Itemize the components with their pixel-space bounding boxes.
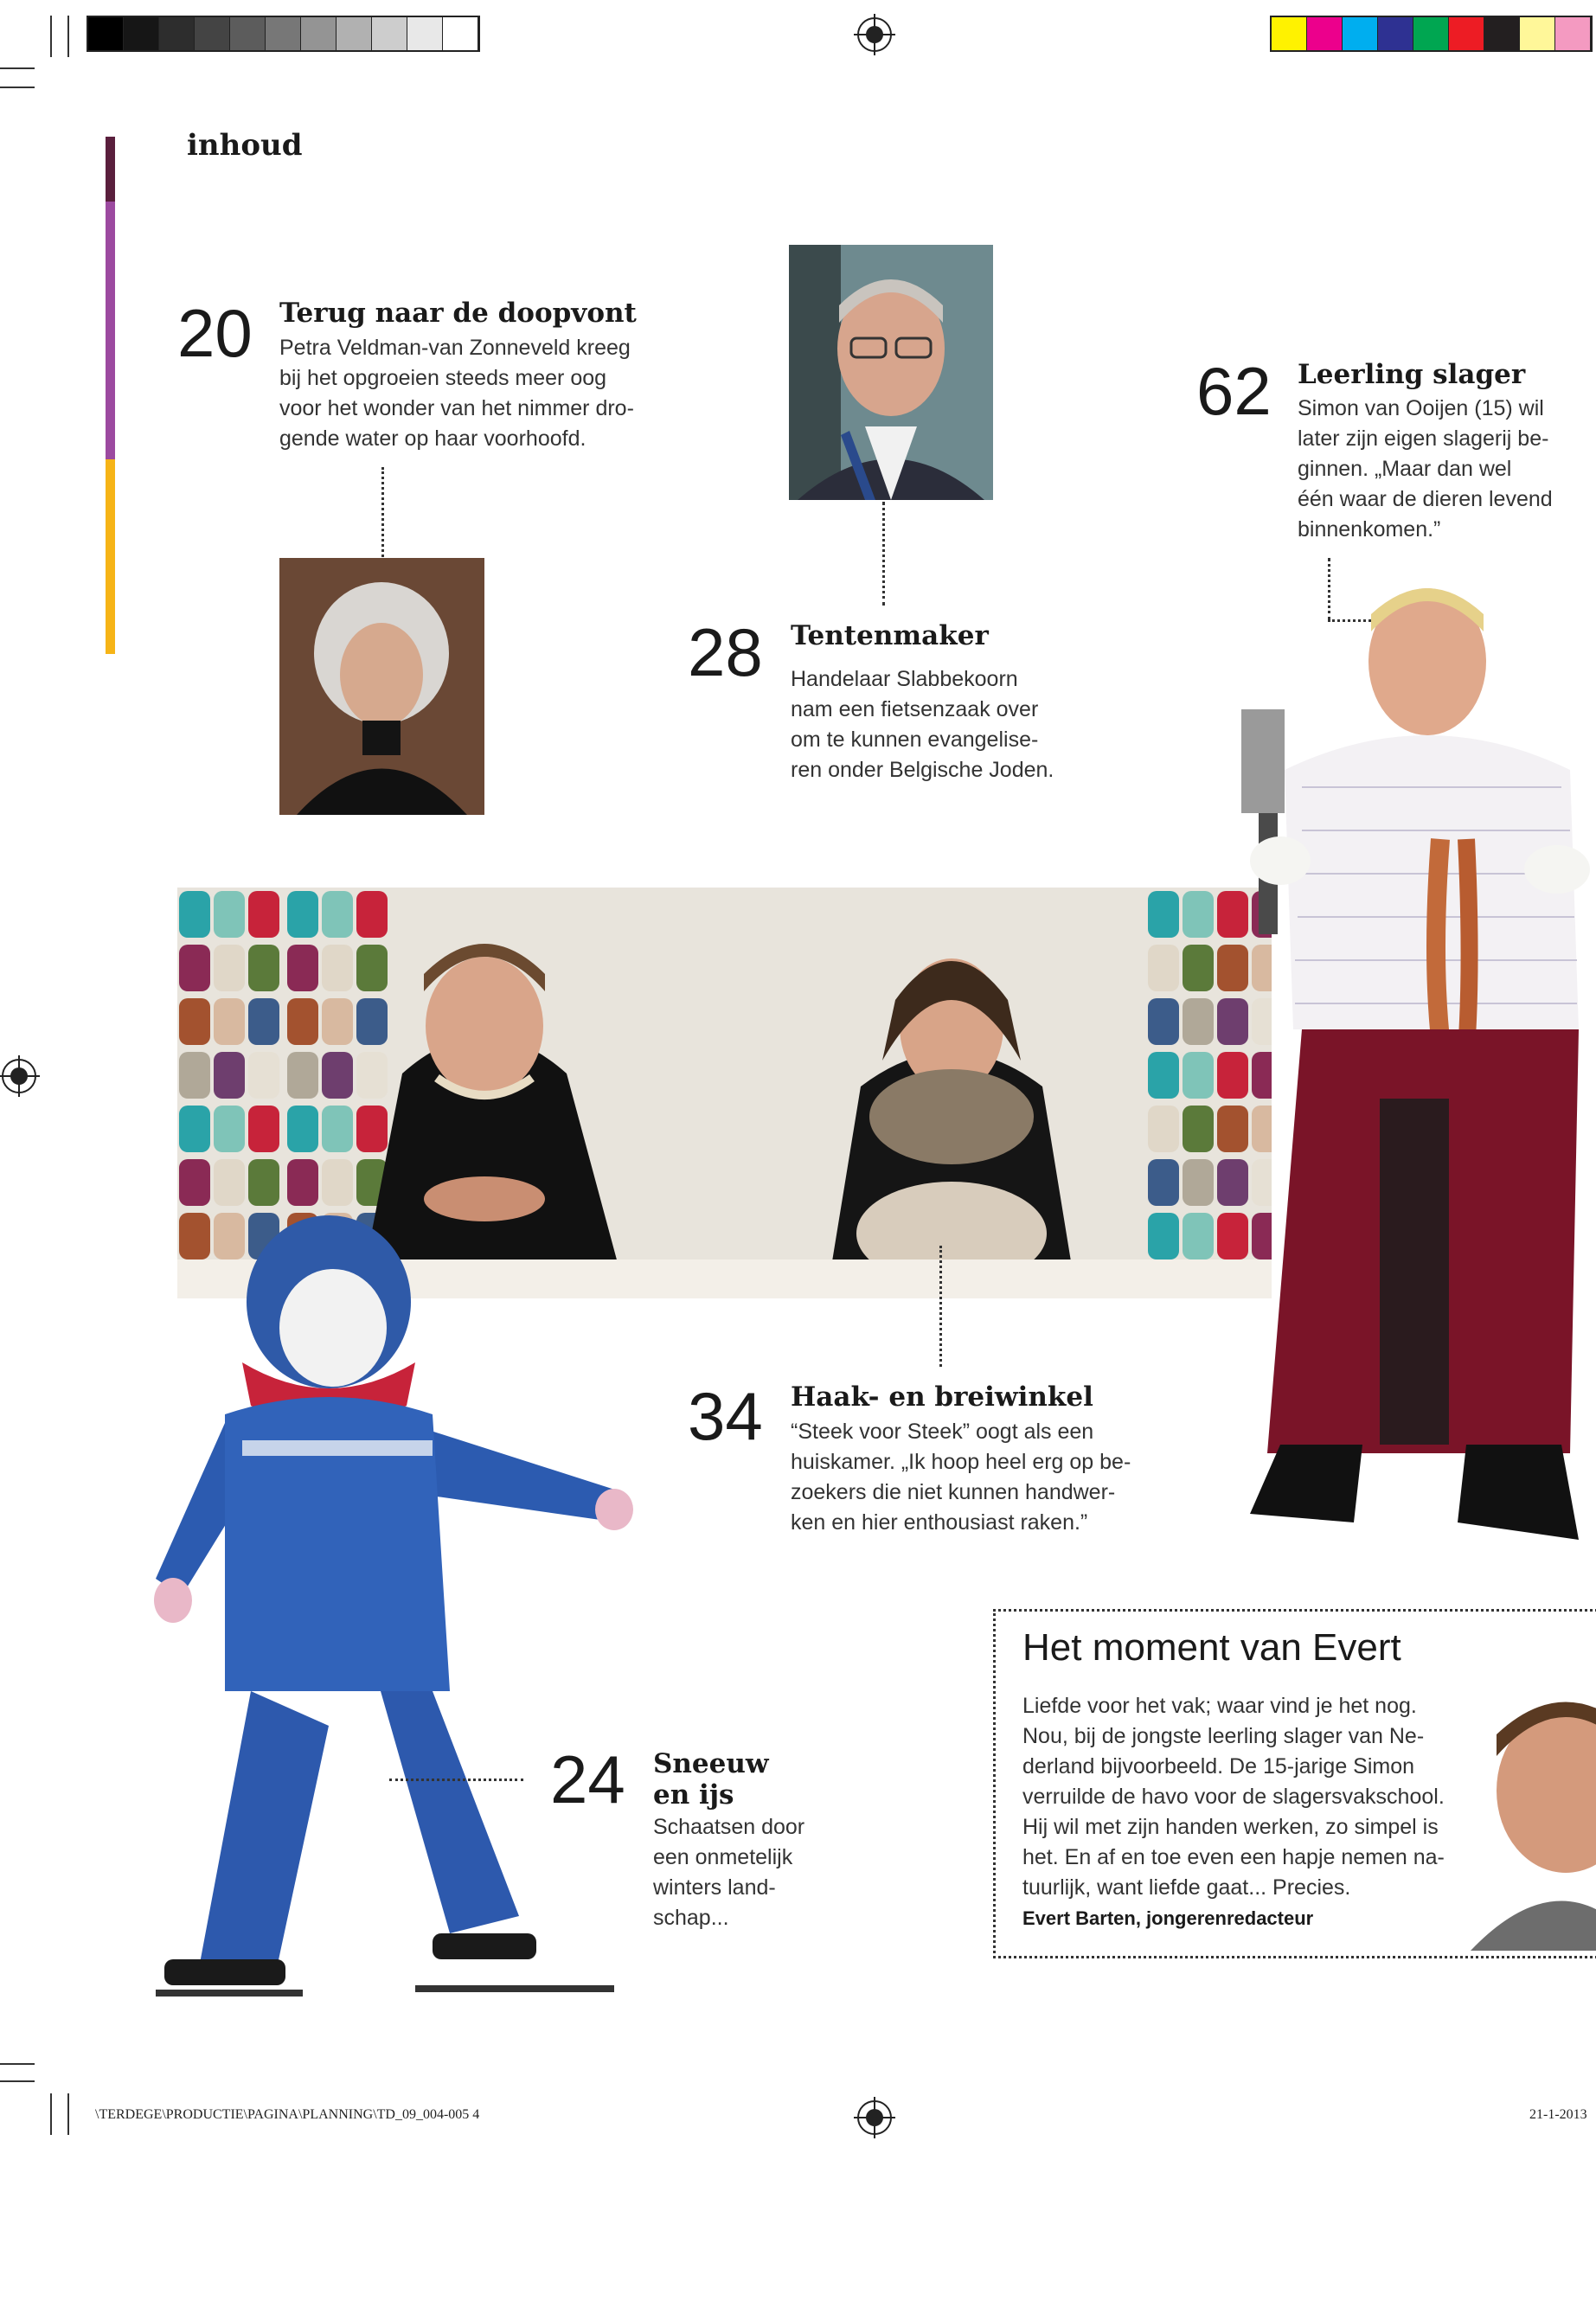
yarn-skein [179,945,210,991]
yarn-skein [1183,1159,1214,1206]
footer-date: 21-1-2013 [1529,2107,1587,2122]
yarn-skein [214,1159,245,1206]
registration-mark-icon [2,1059,36,1093]
yarn-skein [1148,1052,1179,1099]
yarn-skein [248,998,279,1045]
color-calibration-strip [1270,16,1593,52]
yarn-skein [287,998,318,1045]
gray-swatch [266,17,301,50]
yarn-skein [356,945,388,991]
yarn-skein [287,891,318,938]
yarn-skein [287,1106,318,1152]
yarn-skein [287,945,318,991]
yarn-skein [248,945,279,991]
yarn-skein [179,1159,210,1206]
crop-mark [67,16,69,57]
yarn-skein [214,945,245,991]
skating-child-photo [121,1207,640,2024]
connector-line [389,1779,523,1781]
section-label: inhoud [187,128,303,163]
registration-mark-icon [857,17,892,52]
yarn-skein [322,1052,353,1099]
color-swatch [1413,17,1449,50]
yarn-skein [1148,1106,1179,1152]
connector-line [939,1246,942,1367]
article-summary-24: Schaatsen door een onmetelijk winters land- schap... [653,1815,805,1930]
accent-bar-yellow [106,459,115,654]
yarn-skein [179,891,210,938]
crop-mark [0,87,35,88]
yarn-skein [1183,1106,1214,1152]
crop-mark [0,2063,35,2065]
editor-column-title: Het moment van Evert [1022,1626,1401,1669]
page-number-34: 34 [688,1378,763,1454]
gray-swatch [195,17,230,50]
yarn-skein [322,998,353,1045]
yarn-skein [1148,1159,1179,1206]
yarn-skein [1183,1213,1214,1259]
connector-line [882,502,885,606]
gray-swatch [301,17,337,50]
yarn-skein [214,998,245,1045]
color-swatch [1484,17,1520,50]
article-summary-28: Handelaar Slabbekoorn nam een fietsenzaak over om te kunnen evangelise- ren onder Belgische Joden. [791,667,1054,782]
gray-swatch [159,17,195,50]
crop-mark [50,2093,52,2135]
yarn-skein [1183,945,1214,991]
yarn-skein [1183,998,1214,1045]
accent-bar-dark [106,137,115,202]
editor-portrait-photo [1471,1687,1596,1951]
article-title-34[interactable]: Haak- en breiwinkel [791,1381,1093,1413]
yarn-skein [179,1052,210,1099]
article-title-28[interactable]: Tentenmaker [791,620,989,651]
portrait-photo-man [789,245,993,500]
yarn-skein [356,891,388,938]
yarn-skein [248,1106,279,1152]
gray-swatch [124,17,159,50]
editor-signature: Evert Barten, jongerenredacteur [1022,1907,1314,1929]
crop-mark [67,2093,69,2135]
yarn-skein [356,1106,388,1152]
footer-file-path: \TERDEGE\PRODUCTIE\PAGINA\PLANNING\TD_09_004-005 4 [95,2107,480,2122]
gray-swatch [407,17,443,50]
color-swatch [1343,17,1378,50]
gray-swatch [337,17,372,50]
yarn-skein [322,1159,353,1206]
yarn-skein [179,998,210,1045]
yarn-skein [287,1159,318,1206]
yarn-skein [1148,945,1179,991]
portrait-photo-woman [279,558,484,815]
gray-swatch [88,17,124,50]
yarn-skein [179,1106,210,1152]
crop-mark [50,16,52,57]
yarn-skein [1183,891,1214,938]
yarn-skein [214,1106,245,1152]
yarn-skein [214,891,245,938]
registration-mark-icon [857,2100,892,2135]
gray-swatch [443,17,478,50]
yarn-skein [1148,1213,1179,1259]
yarn-skein [1148,998,1179,1045]
yarn-skein [287,1052,318,1099]
yarn-skein [322,891,353,938]
yarn-skein [322,945,353,991]
crop-mark [0,67,35,69]
editor-column-text: Liefde voor het vak; waar vind je het nog. Nou, bij de jongste leerling slager van Ne- derland bijvoorbeeld. De 15-jarige Simon verruilde de havo voor de slagersvakschool. Hij wil met zijn handen werken, zo simpel is het. En af en toe even een hapje nemen na- tuurlijk, want liefde gaat... Precies. [1022,1694,1445,1900]
page-number-20: 20 [177,295,253,371]
article-title-24[interactable]: Sneeuw en ijs [653,1748,769,1811]
article-summary-62: Simon van Ooijen (15) wil later zijn eigen slagerij be- ginnen. „Maar dan wel één waar de dieren levend binnenkomen.” [1298,396,1553,542]
page-number-28: 28 [688,614,763,690]
article-summary-34: “Steek voor Steek” oogt als een huiskamer. „Ik hoop heel erg op be- zoekers die niet kunnen handwer- ken en hier enthousiast raken.” [791,1420,1131,1535]
yarn-skein [356,1052,388,1099]
article-summary-20: Petra Veldman-van Zonneveld kreeg bij het opgroeien steeds meer oog voor het wonder van het nimmer dro- gende water op haar voorhoofd. [279,336,634,451]
yarn-skein [1148,891,1179,938]
color-swatch [1378,17,1413,50]
gray-swatch [372,17,407,50]
accent-bar-purple [106,202,115,459]
color-swatch [1449,17,1484,50]
yarn-skein [248,1052,279,1099]
yarn-skein [322,1106,353,1152]
yarn-skein [214,1052,245,1099]
yarn-skein [1183,1052,1214,1099]
connector-line [381,467,384,557]
color-swatch [1307,17,1343,50]
gray-swatch [230,17,266,50]
yarn-skein [248,891,279,938]
yarn-skein [356,998,388,1045]
yarn-skein [248,1159,279,1206]
color-swatch [1555,17,1591,50]
crop-mark [0,2080,35,2082]
butcher-apprentice-photo [1233,580,1596,1570]
page-number-62: 62 [1196,353,1272,429]
article-title-62[interactable]: Leerling slager [1298,359,1526,390]
color-swatch [1272,17,1307,50]
article-title-20[interactable]: Terug naar de doopvont [279,298,637,329]
grayscale-calibration-strip [87,16,480,52]
color-swatch [1520,17,1555,50]
page-number-24: 24 [550,1741,625,1817]
